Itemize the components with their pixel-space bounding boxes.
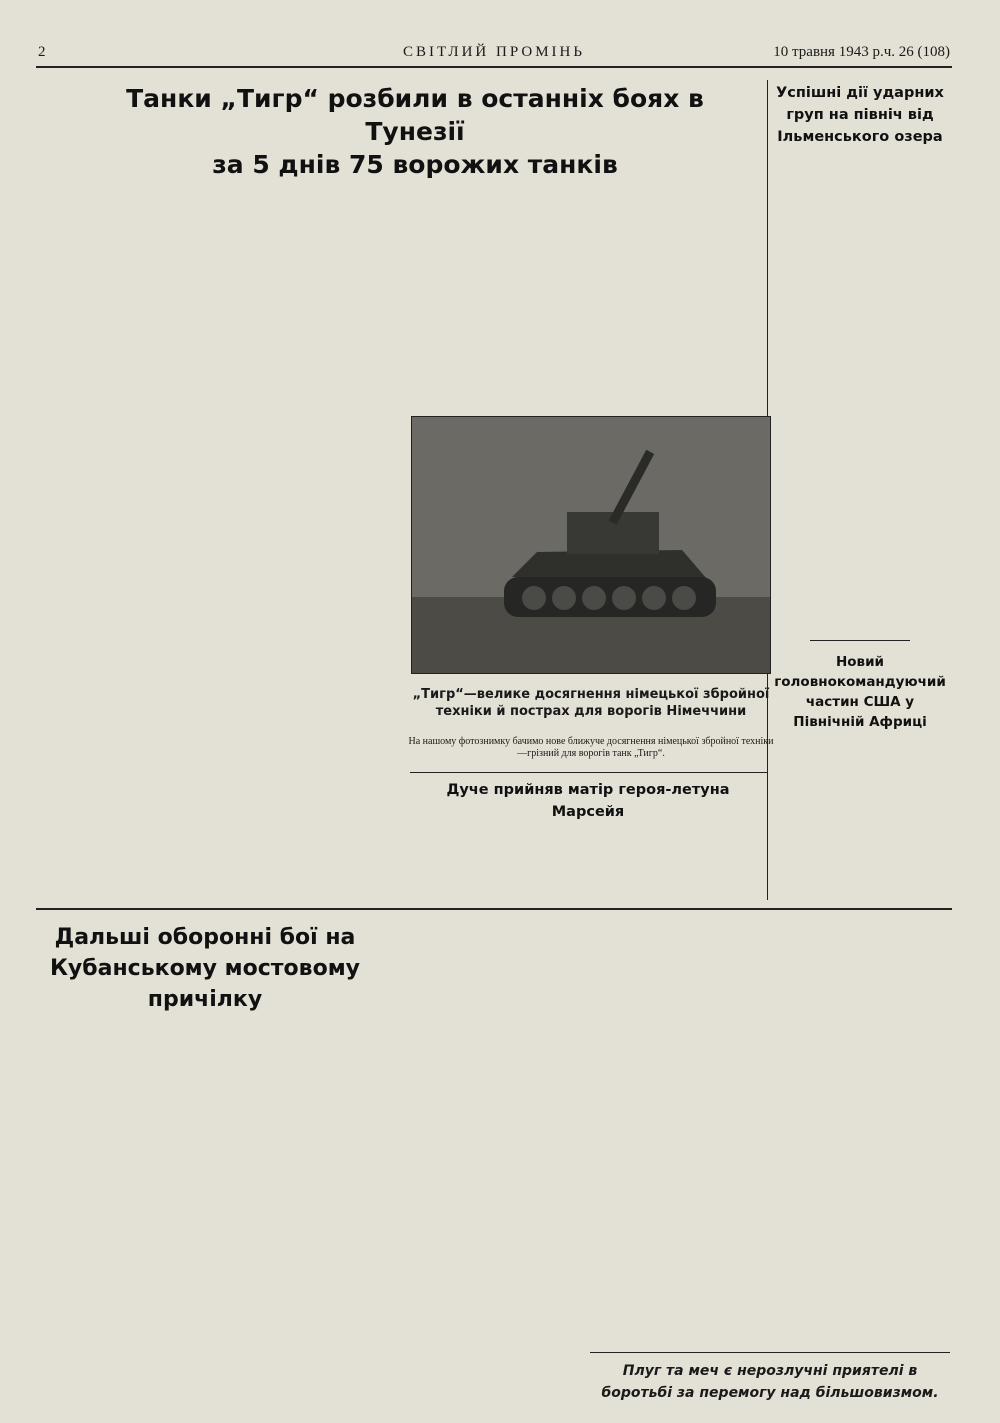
slogan: Плуг та меч є нерозлучні приятелі в боротьбі за перемогу над більшовизмом. bbox=[601, 1363, 939, 1401]
masthead bbox=[38, 40, 950, 64]
masthead-rule bbox=[36, 66, 952, 68]
right-article-1 bbox=[770, 80, 950, 620]
lead-headline bbox=[80, 82, 750, 181]
tank-illustration bbox=[412, 417, 770, 673]
page-number: 2 bbox=[38, 44, 46, 60]
right-article-2 bbox=[770, 652, 950, 902]
photo-caption-text: На нашому фотознимку бачимо нове ближуче досягнення німецької збройної техніки—грізний для ворогів танк „Тигр“. bbox=[408, 736, 774, 759]
tiger-tank-photo bbox=[411, 416, 771, 674]
right-article-1-headline: Успішні дії ударних груп на північ від Ільменського озера bbox=[776, 85, 944, 145]
kuban-headline: Дальші оборонні бої на Кубанському мостовому причілку bbox=[49, 925, 361, 1012]
marseille-headline: Дуче прийняв матір героя-летуна Марсейя bbox=[446, 782, 730, 820]
photo-caption-title: „Тигр“—велике досягнення німецької збройної техніки й пострах для ворогів Німеччини bbox=[412, 687, 770, 719]
issue-date: 10 травня 1943 р.ч. 26 (108) bbox=[773, 44, 950, 60]
right-article-2-headline: Новий головнокомандуючий частин США у Північній Африці bbox=[774, 654, 946, 730]
lead-headline-line1: Танки „Тигр“ розбили в останніх боях в Тунезії bbox=[126, 84, 704, 146]
right-divider bbox=[810, 640, 910, 641]
newspaper-title: СВІТЛИЙ ПРОМІНЬ bbox=[403, 44, 585, 60]
lead-headline-line2: за 5 днів 75 ворожих танків bbox=[212, 150, 618, 179]
section-rule bbox=[36, 908, 952, 910]
marseille-article bbox=[408, 779, 768, 901]
slogan-rule bbox=[590, 1352, 950, 1353]
marseille-top-rule bbox=[410, 772, 768, 773]
